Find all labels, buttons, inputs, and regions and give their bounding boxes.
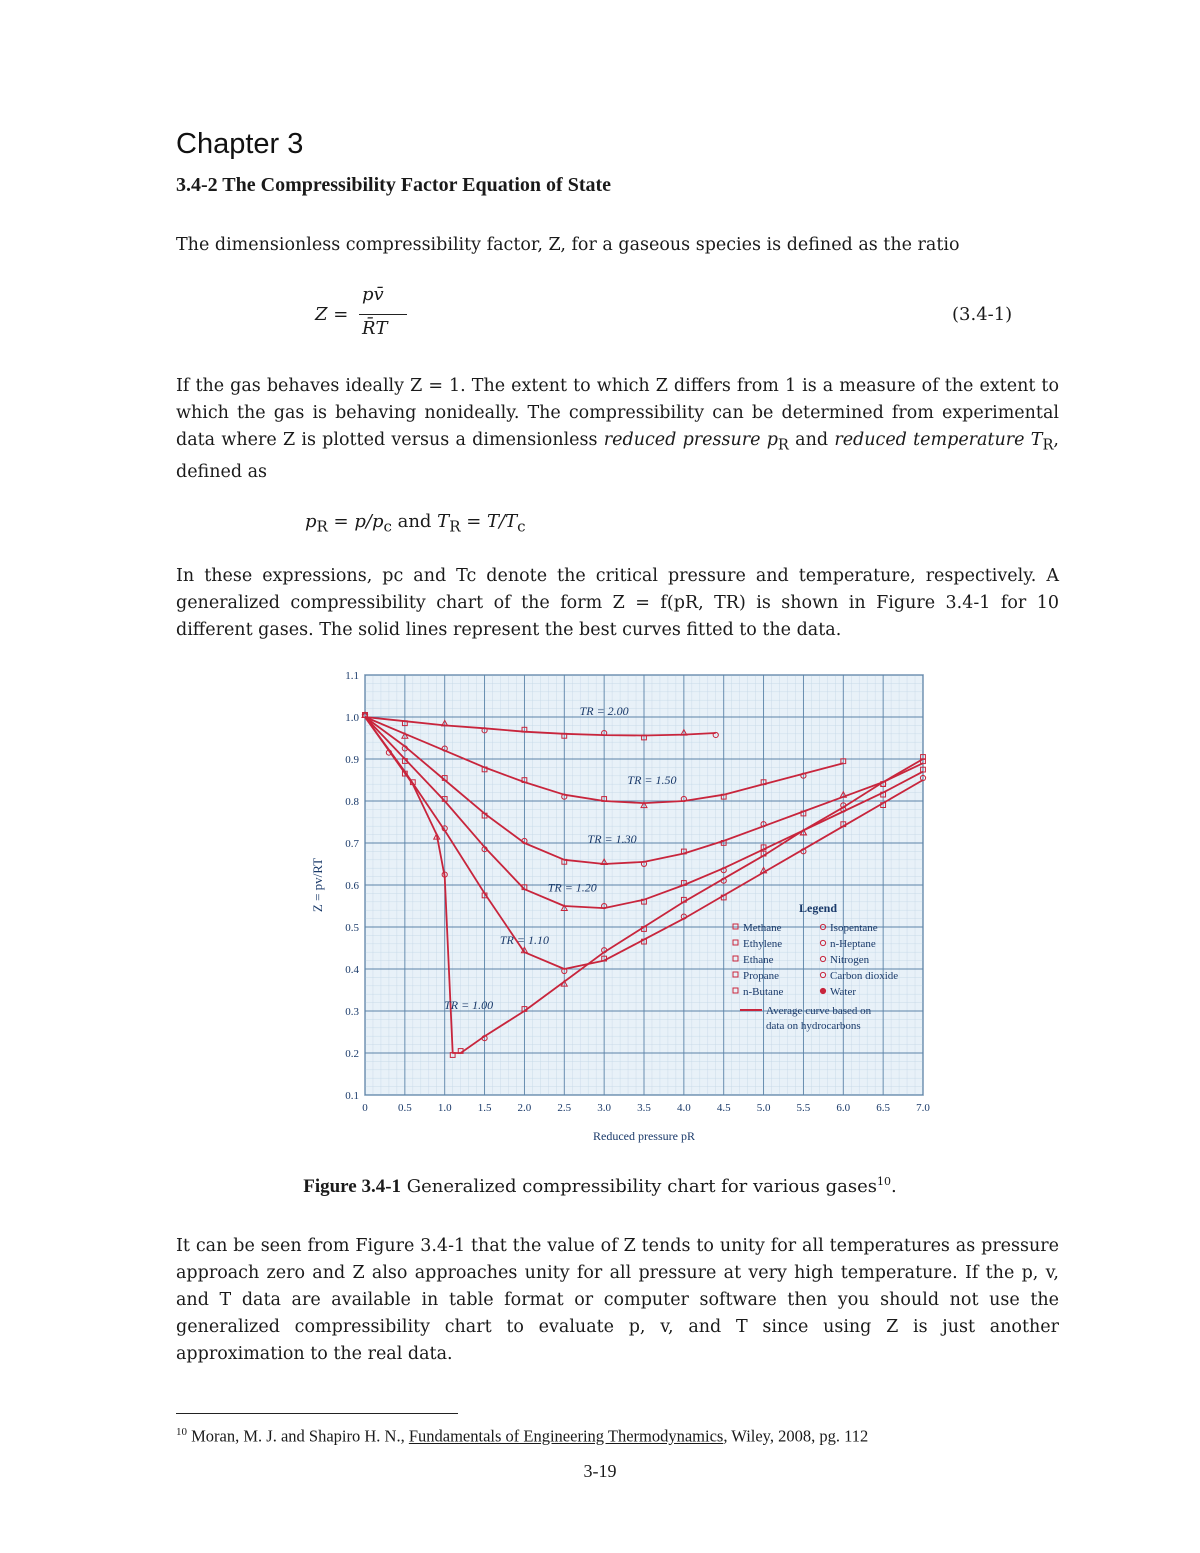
x-tick-label: 2.5 [557, 1102, 572, 1114]
x-tick-label: 3.5 [637, 1102, 651, 1114]
legend-entry: Ethylene [743, 938, 783, 950]
equation-lhs: Z = [315, 304, 349, 325]
eq2-tc-sub: c [517, 517, 526, 536]
x-tick-label: 0.5 [397, 1102, 412, 1114]
eq2-pc-sub: c [383, 517, 392, 536]
x-tick-label: 6.0 [836, 1102, 851, 1114]
x-tick-label: 7.0 [916, 1102, 930, 1114]
equation-denominator: R̄T [362, 318, 388, 339]
x-tick-label: 1.0 [437, 1102, 452, 1114]
y-axis-label: Z = pv/RT [310, 857, 325, 913]
y-tick-label: 0.3 [345, 1006, 359, 1018]
legend-entry: Isopentane [830, 922, 878, 934]
footnote-separator [176, 1413, 458, 1414]
x-tick-label: 4.5 [716, 1102, 731, 1114]
footnote-number: 10 [176, 1426, 187, 1438]
caption-end: . [891, 1176, 897, 1197]
curve-label: TR = 1.50 [627, 773, 677, 788]
page-number: 3-19 [583, 1461, 617, 1481]
y-tick-label: 0.5 [345, 922, 359, 934]
legend-entry: Water [830, 986, 856, 998]
y-tick-label: 0.2 [345, 1048, 359, 1060]
p2-reduced-temperature: reduced temperature T [834, 430, 1043, 450]
eq2-mid2: = T/T [460, 511, 518, 532]
footnote-authors: Moran, M. J. and Shapiro H. N., [187, 1426, 409, 1446]
y-tick-labels [345, 670, 359, 1102]
legend-marker [820, 988, 825, 993]
y-tick-label: 1.1 [345, 670, 359, 682]
x-tick-label: 3.0 [597, 1102, 612, 1114]
chart-svg [300, 660, 940, 1150]
legend-entry: Methane [743, 922, 782, 934]
legend-curve-label-2: data on hydrocarbons [766, 1020, 861, 1032]
equation-numerator: pv̄ [362, 284, 384, 305]
y-tick-label: 0.8 [345, 796, 359, 808]
legend-entry: n-Heptane [830, 938, 876, 950]
legend-entry: n-Butane [743, 986, 784, 998]
legend-entry: Carbon dioxide [830, 970, 899, 982]
compressibility-chart [300, 660, 940, 1150]
paragraph-ideal-gas [176, 373, 1059, 486]
legend-entry: Propane [743, 970, 780, 982]
curve-label: TR = 1.30 [587, 832, 637, 846]
p2-sub-1: R [777, 436, 789, 454]
x-tick-label: 5.5 [796, 1102, 811, 1114]
eq2-p: p [305, 511, 317, 532]
figure-caption [0, 1175, 1200, 1198]
x-tick-label: 4.0 [676, 1102, 691, 1114]
legend-entry: Nitrogen [830, 954, 870, 966]
y-tick-label: 0.9 [345, 754, 359, 766]
legend-entry: Ethane [743, 954, 774, 966]
p2-text-3: , defined as [176, 430, 1059, 482]
x-tick-labels [362, 1102, 930, 1114]
p2-text-1: If the gas behaves ideally Z = 1. The extent to which Z differs from 1 is a measure of the extent to which the gas is behaving nonideally. The compressibility can be determined from experimental data where Z is plotted versus a dimensionless [176, 376, 1059, 450]
caption-label: Figure 3.4-1 [303, 1176, 402, 1197]
y-tick-label: 0.7 [345, 838, 359, 850]
footnote [176, 1426, 868, 1447]
eq2-p-sub: R [316, 517, 328, 536]
x-tick-label: 6.5 [876, 1102, 891, 1114]
caption-text: Generalized compressibility chart for various gases [401, 1176, 878, 1197]
eq2-t-sub: R [449, 517, 461, 536]
curve-label: TR = 1.00 [444, 997, 494, 1012]
curve-label: TR = 2.00 [579, 703, 629, 718]
caption-footnote-ref: 10 [877, 1175, 892, 1188]
curve-label: TR = 1.10 [499, 932, 549, 947]
footnote-book-title[interactable]: Fundamentals of Engineering Thermodynamics [408, 1426, 724, 1446]
footnote-rest: , Wiley, 2008, pg. 112 [723, 1426, 869, 1446]
paragraph-conclusion: It can be seen from Figure 3.4-1 that the value of Z tends to unity for all temperatures as pressure approach zero and Z also approaches unity for all pressure at very high temperature. If the p, v, and T data are available in table format or computer software then you should not use the generalized compressibility chart to evaluate p, v, and T since using Z is just another approximation to the real data. [176, 1236, 1059, 1364]
fraction-bar [359, 314, 407, 315]
equation-compressibility [315, 284, 425, 344]
y-tick-label: 1.0 [345, 712, 359, 724]
y-tick-label: 0.1 [345, 1090, 359, 1102]
intro-paragraph: The dimensionless compressibility factor, Z, for a gaseous species is defined as the ratio [176, 235, 960, 255]
equation-reduced [305, 511, 526, 536]
x-tick-label: 0 [362, 1102, 368, 1114]
p2-text-2: and [788, 430, 835, 450]
eq2-mid1: = p/p [327, 511, 384, 532]
x-tick-label: 2.0 [517, 1102, 532, 1114]
p2-sub-2: R [1042, 436, 1054, 454]
chapter-title: Chapter 3 [176, 128, 304, 160]
eq2-and: and [391, 511, 438, 532]
paragraph-critical: In these expressions, pc and Tc denote the critical pressure and temperature, respectively. A generalized compressibility chart of the form Z = f(pR, TR) is shown in Figure 3.4-1 for 10 different gases. The solid lines represent the best curves fitted to the data. [176, 566, 1059, 640]
legend-curve-label-1: Average curve based on [766, 1005, 872, 1017]
section-title: 3.4-2 The Compressibility Factor Equation of State [176, 174, 612, 196]
x-tick-label: 1.5 [477, 1102, 492, 1114]
x-axis-label: Reduced pressure pR [593, 1129, 695, 1143]
curve-label: TR = 1.20 [547, 880, 597, 895]
p2-reduced-pressure: reduced pressure p [603, 430, 778, 450]
equation-number: (3.4-1) [952, 304, 1013, 325]
y-tick-label: 0.4 [345, 964, 359, 976]
legend-title: Legend [798, 901, 838, 915]
x-tick-label: 5.0 [756, 1102, 771, 1114]
y-tick-label: 0.6 [345, 880, 359, 892]
eq2-t: T [437, 511, 450, 532]
